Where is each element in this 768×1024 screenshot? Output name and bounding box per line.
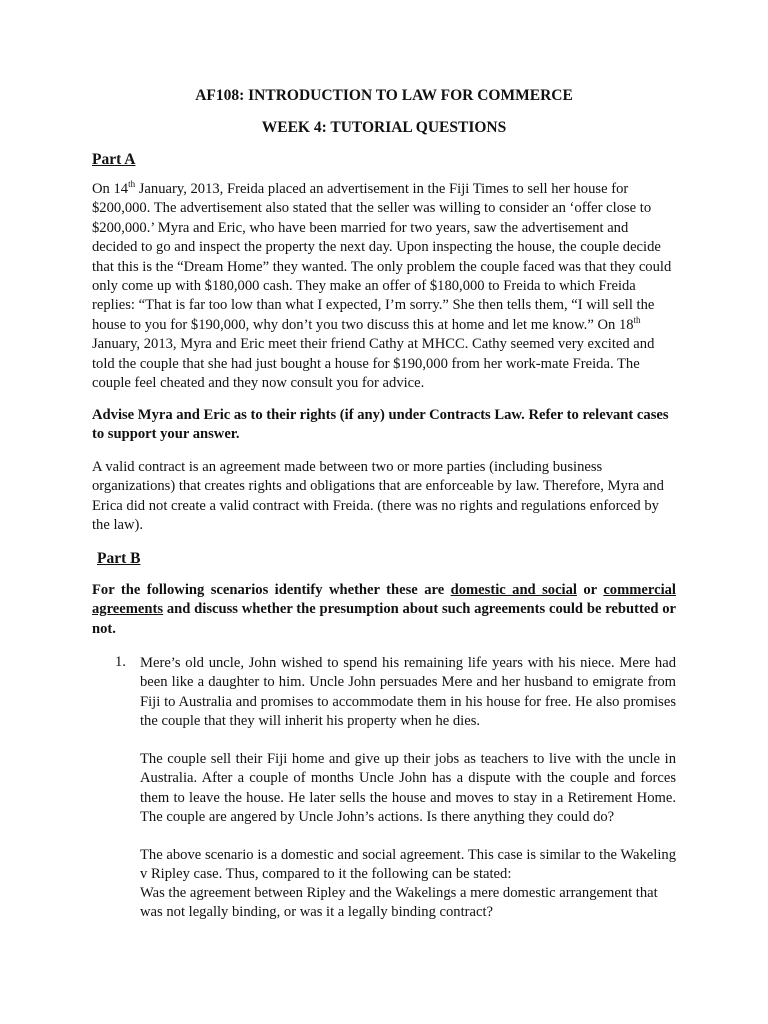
scenario-1-answer: The above scenario is a domestic and social agreement. This case is similar to the Wakeling v Ripley case. Thus, compared to it the following can be stated: (140, 847, 676, 883)
list-item-number: 1. (115, 654, 126, 670)
part-a-answer: A valid contract is an agreement made between two or more parties (including business organizations) that creates rights and obligations that are enforceable by law. Therefore, Myra and Erica did not create a valid contract with Freida. (there was no rights and regulations enforced by the law). (92, 459, 664, 534)
document-subtitle: WEEK 4: TUTORIAL QUESTIONS (261, 119, 507, 136)
document-title: AF108: INTRODUCTION TO LAW FOR COMMERCE (195, 87, 573, 104)
part-b-heading: Part B (97, 550, 141, 567)
part-b-instructions: For the following scenarios identify whether these are domestic and social or commercial agreements and discuss whether the presumption about such agreements could be rebutted or not. (92, 582, 676, 637)
scenario-1-paragraph-2: The couple sell their Fiji home and give up their jobs as teachers to live with the uncle in Australia. After a couple of months Uncle John has a dispute with the couple and forces them to leave the house. He later sells the house and moves to stay in a Retirement Home. The couple are angered by Uncle John’s actions. Is there anything they could do? (140, 751, 676, 826)
part-a-heading: Part A (92, 151, 136, 168)
scenario-1-paragraph-1: Mere’s old uncle, John wished to spend his remaining life years with his niece. Mere had been like a daughter to him. Uncle John persuades Mere and her husband to emigrate from Fiji to Australia and promises to accommodate them in his house for free. He also promises the couple that they will inherit his property when he dies. (140, 655, 676, 730)
scenario-1-question: Was the agreement between Ripley and the Wakelings a mere domestic arrangement that was not legally binding, or was it a legally binding contract? (140, 885, 658, 921)
part-a-question: Advise Myra and Eric as to their rights (if any) under Contracts Law. Refer to relevant cases to support your answer. (92, 407, 669, 443)
part-a-scenario: On 14th January, 2013, Freida placed an advertisement in the Fiji Times to sell her house for $200,000. The advertisement also stated that the seller was willing to consider an ‘offer close to $200,000.’ Myra and Eric, who have been married for two years, saw the advertisement and decided to go and inspect the property the next day. Upon inspecting the house, the couple decide that this is the “Dream Home” they wanted. The only problem the couple faced was that they could only come up with $180,000 cash. They make an offer of $180,000 to Freida to which Freida replies: “That is far too low than what I expected, I’m sorry.” She then tells them, “I will sell the house to you for $190,000, why don’t you two discuss this at home and let me know.” On 18th January, 2013, Myra and Eric meet their friend Cathy at MHCC. Cathy seemed very excited and told the couple that she had just bought a house for $190,000 from her work-mate Freida. The couple feel cheated and they now consult you for advice. (92, 179, 672, 392)
